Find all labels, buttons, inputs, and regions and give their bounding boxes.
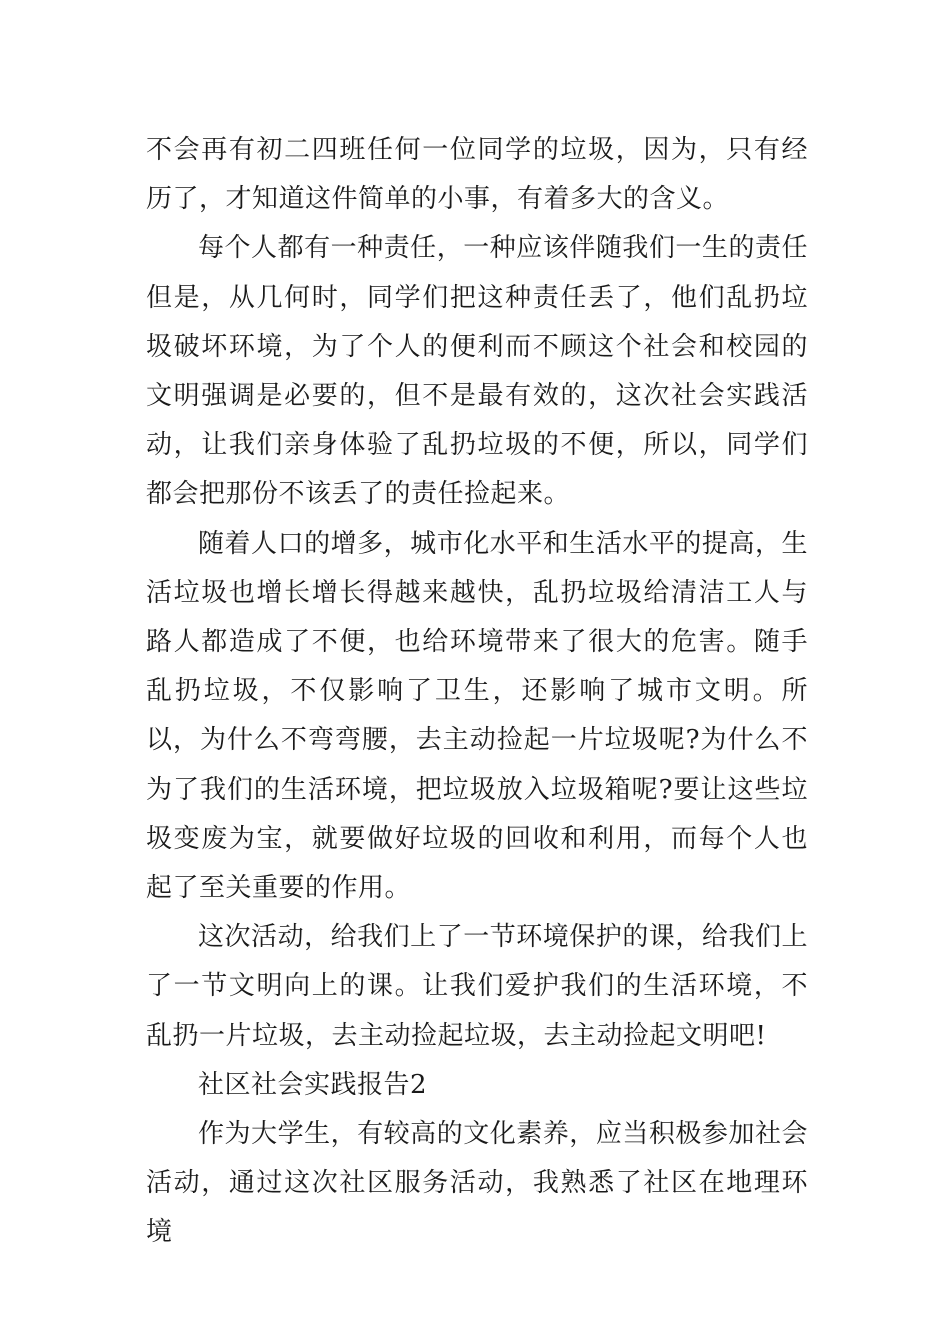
section-heading: 社区社会实践报告2 — [198, 1069, 428, 1100]
paragraph-5: 作为大学生，有较高的文化素养，应当积极参加社会活动，通过这次社区服务活动，我熟悉了社区在地理环境 — [146, 1119, 808, 1248]
paragraph-2: 每个人都有一种责任，一种应该伴随我们一生的责任但是，从几何时，同学们把这种责任丢了，他们乱扔垃圾破坏环境，为了个人的便利而不顾这个社会和校园的文明强调是必要的，但不是最有效的，这次社会实践活动，让我们亲身体验了乱扔垃圾的不便，所以，同学们都会把那份不该丢了的责任捡起来。 — [146, 233, 808, 510]
document-body — [146, 126, 808, 1258]
paragraph-4: 这次活动，给我们上了一节环境保护的课，给我们上了一节文明向上的课。让我们爱护我们的生活环境，不乱扔一片垃圾，去主动捡起垃圾，去主动捡起文明吧! — [146, 922, 808, 1051]
paragraph-3: 随着人口的增多，城市化水平和生活水平的提高，生活垃圾也增长增长得越来越快，乱扔垃圾给清洁工人与路人都造成了不便，也给环境带来了很大的危害。随手乱扔垃圾，不仅影响了卫生，还影响了城市文明。所以，为什么不弯弯腰，去主动捡起一片垃圾呢?为什么不为了我们的生活环境，把垃圾放入垃圾箱呢?要让这些垃圾变废为宝，就要做好垃圾的回收和利用，而每个人也起了至关重要的作用。 — [146, 528, 808, 904]
paragraph-1: 不会再有初二四班任何一位同学的垃圾，因为，只有经历了，才知道这件简单的小事，有着多大的含义。 — [146, 135, 808, 215]
